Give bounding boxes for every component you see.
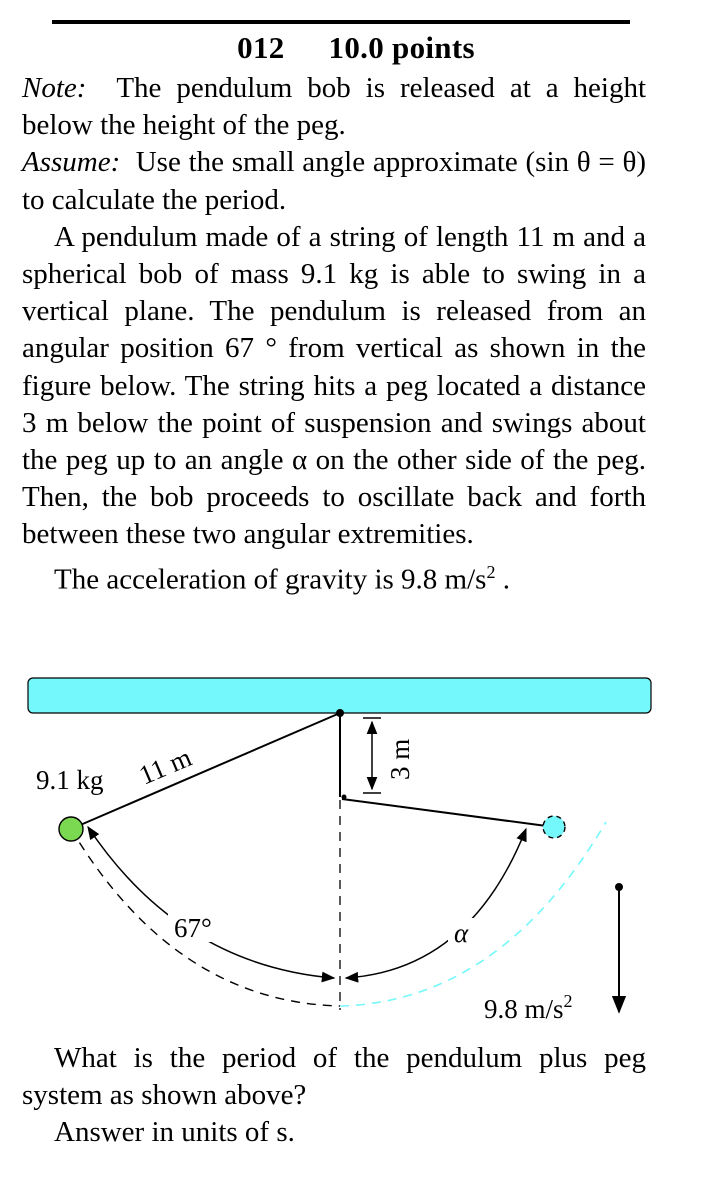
- note-text: The pendulum bob is released at a height below the height of the peg.: [22, 72, 647, 142]
- string-peg: [342, 799, 554, 827]
- gravity-suffix: .: [495, 563, 510, 596]
- problem-points: 10.0 points: [328, 30, 475, 65]
- note-line: [22, 70, 646, 144]
- question-block: [22, 1040, 646, 1152]
- body-paragraph: A pendulum made of a string of length 11 m and a spherical bob of mass 9.1 kg is able to swing in a vertical plane. The pendulum is released from an angular position 67 ° from vertical as shown in the figure below. The string hits a peg located a distance 3 m below the point of suspension and swings about the peg up to an angle α on the other side of the peg. Then, the bob proceeds to oscillate back and forth between these two angular extremities.: [22, 220, 646, 551]
- ceiling-bar: [28, 678, 651, 713]
- swing-arc-right: [340, 822, 606, 1006]
- note-label: Note:: [22, 72, 87, 104]
- alpha-label: α: [454, 918, 469, 948]
- gravity-exponent: 2: [486, 561, 496, 582]
- mass-label: 9.1 kg: [36, 765, 104, 795]
- string-start: [71, 713, 340, 829]
- bob-start: [59, 817, 83, 841]
- problem-header: [0, 30, 712, 66]
- pendulum-figure: [0, 660, 712, 1040]
- assume-label: Assume:: [22, 146, 121, 179]
- gravity-prefix: The acceleration of gravity is 9.8 m/s: [54, 563, 487, 596]
- top-rule: [52, 20, 630, 24]
- bob-end: [543, 816, 565, 838]
- gravity-line: [22, 554, 646, 599]
- problem-text: [22, 70, 646, 599]
- angle-alpha-arrow: [346, 829, 526, 978]
- answer-units: Answer in units of s.: [54, 1116, 295, 1149]
- question-text: What is the period of the pendulum plus peg system as shown above?: [22, 1042, 646, 1112]
- gravity-label: 9.8 $m/s^2$: [484, 991, 573, 1024]
- angle-67-arrow: [88, 827, 334, 978]
- assume-text: Use the small angle approximate (sin θ = θ) to calculate the period.: [22, 146, 646, 216]
- peg-distance-label: 3 m: [385, 738, 415, 780]
- problem-number: 012: [237, 30, 285, 65]
- assume-line: [22, 144, 646, 218]
- length-label: 11 m: [134, 741, 196, 791]
- angle-label: 67°: [174, 913, 212, 943]
